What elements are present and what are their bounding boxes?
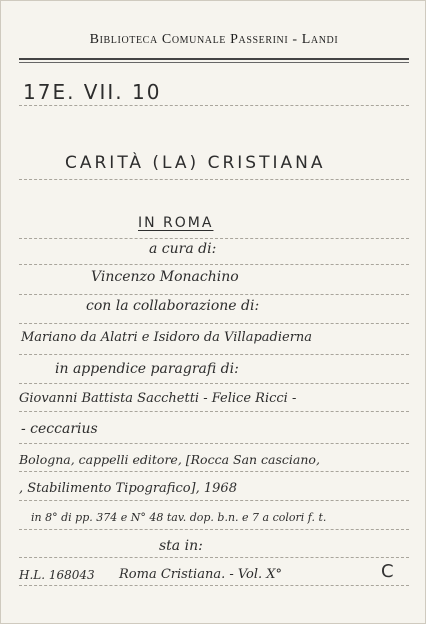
editor-intro: a cura di:	[149, 241, 217, 257]
ruled-line	[19, 354, 409, 355]
imprint-line-2: , Stabilimento Tipografico], 1968	[19, 481, 237, 496]
card-title: CARITÀ (LA) CRISTIANA	[65, 153, 326, 173]
ruled-line	[19, 500, 409, 501]
ruled-line	[19, 529, 409, 530]
ruled-line	[19, 238, 409, 239]
ruled-line	[19, 105, 409, 106]
imprint-line-1: Bologna, cappelli editore, [Rocca San casciano,	[19, 452, 320, 467]
ruled-line	[19, 585, 409, 586]
series-title: Roma Cristiana. - Vol. X°	[119, 567, 283, 582]
ruled-line	[19, 323, 409, 324]
corner-mark: C	[381, 561, 394, 582]
ruled-line	[19, 443, 409, 444]
ruled-line	[19, 294, 409, 295]
editor-name: Vincenzo Monachino	[91, 269, 239, 285]
header-rule-top	[19, 58, 409, 60]
place: IN ROMA	[138, 215, 214, 231]
ruled-line	[19, 557, 409, 558]
shelfmark: 17E. VII. 10	[23, 80, 162, 104]
ruled-line	[19, 411, 409, 412]
appendix-authors-1: Giovanni Battista Sacchetti - Felice Ricci -	[19, 391, 297, 406]
ruled-line	[19, 383, 409, 384]
in-label: sta in:	[159, 538, 203, 554]
appendix-authors-2: - ceccarius	[21, 421, 98, 437]
ruled-line	[19, 264, 409, 265]
collaborators: Mariano da Alatri e Isidoro da Villapadierna	[21, 330, 313, 345]
ruled-line	[19, 179, 409, 180]
series-id: H.L. 168043	[19, 568, 95, 582]
institution-header: Biblioteca Comunale Passerini - Landi	[89, 32, 339, 47]
appendix-intro: in appendice paragrafi di:	[55, 361, 239, 377]
collab-intro: con la collaborazione di:	[86, 298, 260, 314]
ruled-line	[19, 471, 409, 472]
header-rule-bottom	[19, 62, 409, 63]
physical-description: in 8° di pp. 374 e N° 48 tav. dop. b.n. e 7 a colori f. t.	[31, 511, 327, 524]
